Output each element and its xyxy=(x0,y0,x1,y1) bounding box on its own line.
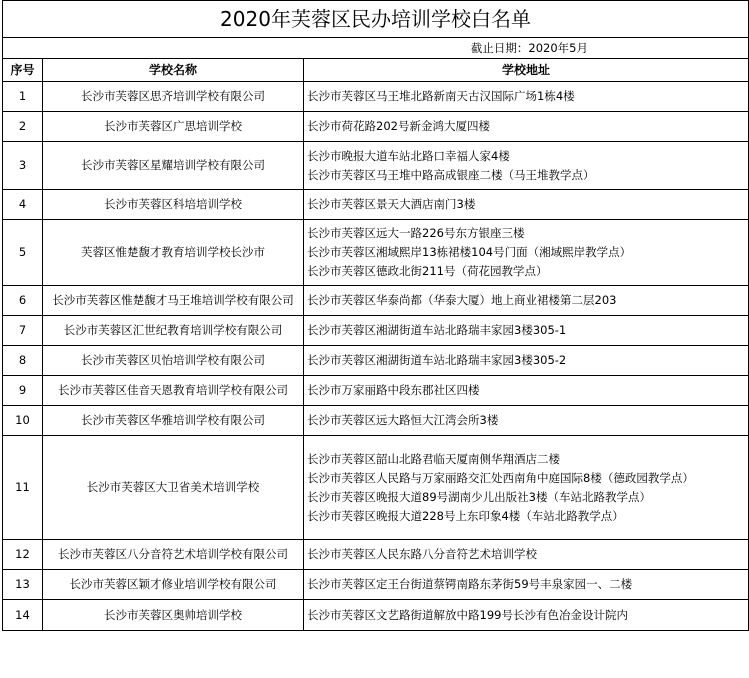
table-row xyxy=(3,82,749,112)
row-number: 7 xyxy=(3,316,43,346)
school-name: 长沙市芙蓉区大卫省美术培训学校 xyxy=(43,436,304,540)
school-address xyxy=(304,436,749,540)
address-line: 长沙市芙蓉区韶山北路君临天厦南侧华翔酒店二楼 xyxy=(307,451,560,466)
address-line: 长沙市芙蓉区湘湖街道车站北路瑞丰家园3楼305-1 xyxy=(307,323,567,337)
address-line: 长沙市芙蓉区人民东路八分音符艺术培训学校 xyxy=(307,547,537,561)
column-header-school-address: 学校地址 xyxy=(304,59,749,82)
address-line: 长沙市万家丽路中段东郡社区四楼 xyxy=(307,383,480,397)
table-row xyxy=(3,220,749,286)
address-line: 长沙市芙蓉区马王堆中路高成银座二楼（马王堆教学点） xyxy=(307,167,595,182)
address-line: 长沙市芙蓉区文艺路街道解放中路199号长沙有色冶金设计院内 xyxy=(307,607,628,622)
address-line: 长沙市芙蓉区人民路与万家丽路交汇处西南角中庭国际8楼（德政园教学点） xyxy=(307,470,694,485)
table-row xyxy=(3,406,749,436)
school-name: 长沙市芙蓉区科培培训学校 xyxy=(43,190,304,220)
table-row xyxy=(3,142,749,190)
school-name: 长沙市芙蓉区颖才修业培训学校有限公司 xyxy=(43,570,304,600)
school-name: 长沙市芙蓉区思齐培训学校有限公司 xyxy=(43,82,304,112)
row-number: 8 xyxy=(3,346,43,376)
school-address xyxy=(304,142,749,190)
school-name: 长沙市芙蓉区汇世纪教育培训学校有限公司 xyxy=(43,316,304,346)
column-header-number: 序号 xyxy=(3,59,43,82)
address-line: 长沙市芙蓉区晚报大道228号上东印象4楼（车站北路教学点） xyxy=(307,508,624,523)
table-row xyxy=(3,286,749,316)
row-number: 5 xyxy=(3,220,43,286)
table-row xyxy=(3,600,749,631)
whitelist-table xyxy=(2,0,749,631)
school-name: 长沙市芙蓉区广思培训学校 xyxy=(43,112,304,142)
school-address xyxy=(304,600,749,631)
address-line: 长沙市芙蓉区湘湖街道车站北路瑞丰家园3楼305-2 xyxy=(307,353,567,367)
school-address xyxy=(304,346,749,376)
row-number: 1 xyxy=(3,82,43,112)
row-number: 6 xyxy=(3,286,43,316)
table-row xyxy=(3,376,749,406)
address-line: 长沙市芙蓉区德政北街211号（荷花园教学点） xyxy=(307,264,548,278)
school-name: 长沙市芙蓉区惟楚馥才马王堆培训学校有限公司 xyxy=(43,286,304,316)
school-address xyxy=(304,286,749,316)
table-row xyxy=(3,570,749,600)
school-address xyxy=(304,190,749,220)
address-line: 长沙市晚报大道车站北路口幸福人家4楼 xyxy=(307,148,510,163)
school-name: 长沙市芙蓉区佳音天恩教育培训学校有限公司 xyxy=(43,376,304,406)
cutoff-date: 截止日期：2020年5月 xyxy=(3,38,749,59)
school-name: 长沙市芙蓉区华雅培训学校有限公司 xyxy=(43,406,304,436)
row-number: 4 xyxy=(3,190,43,220)
row-number: 11 xyxy=(3,436,43,540)
row-number: 2 xyxy=(3,112,43,142)
school-name: 长沙市芙蓉区星耀培训学校有限公司 xyxy=(43,142,304,190)
row-number: 10 xyxy=(3,406,43,436)
address-line: 长沙市芙蓉区远大路恒大江湾会所3楼 xyxy=(307,413,499,427)
table-row xyxy=(3,436,749,540)
address-line: 长沙市芙蓉区晚报大道89号湖南少儿出版社3楼（车站北路教学点） xyxy=(307,489,651,504)
row-number: 3 xyxy=(3,142,43,190)
table-header-row xyxy=(3,59,749,82)
row-number: 14 xyxy=(3,600,43,631)
address-line: 长沙市芙蓉区定王台街道蔡锷南路东茅街59号丰泉家园一、二楼 xyxy=(307,577,633,591)
address-line: 长沙市芙蓉区马王堆北路新南天古汉国际广场1栋4楼 xyxy=(307,89,575,103)
address-line: 长沙市芙蓉区远大一路226号东方银座三楼 xyxy=(307,226,525,240)
school-address xyxy=(304,220,749,286)
row-number: 13 xyxy=(3,570,43,600)
table-body xyxy=(3,82,749,631)
row-number: 9 xyxy=(3,376,43,406)
school-address xyxy=(304,82,749,112)
school-name: 长沙市芙蓉区八分音符艺术培训学校有限公司 xyxy=(43,540,304,570)
school-address xyxy=(304,540,749,570)
address-line: 长沙市芙蓉区景天大酒店南门3楼 xyxy=(307,197,476,211)
address-line: 长沙市芙蓉区湘域熙岸13栋裙楼104号门面（湘域熙岸教学点） xyxy=(307,245,632,259)
school-address xyxy=(304,112,749,142)
school-address xyxy=(304,570,749,600)
school-address xyxy=(304,406,749,436)
table-row xyxy=(3,540,749,570)
table-row xyxy=(3,346,749,376)
address-line: 长沙市荷花路202号新金鸿大厦四楼 xyxy=(307,119,490,133)
page-title: 2020年芙蓉区民办培训学校白名单 xyxy=(3,1,749,38)
row-number: 12 xyxy=(3,540,43,570)
address-line: 长沙市芙蓉区华泰尚都（华泰大厦）地上商业裙楼第二层203 xyxy=(307,293,617,307)
column-header-school-name: 学校名称 xyxy=(43,59,304,82)
table-row xyxy=(3,112,749,142)
school-name: 长沙市芙蓉区奥帅培训学校 xyxy=(43,600,304,631)
table-row xyxy=(3,316,749,346)
table-row xyxy=(3,190,749,220)
school-name: 长沙市芙蓉区贝怡培训学校有限公司 xyxy=(43,346,304,376)
school-address xyxy=(304,316,749,346)
school-name: 芙蓉区惟楚馥才教育培训学校长沙市 xyxy=(43,220,304,286)
school-address xyxy=(304,376,749,406)
